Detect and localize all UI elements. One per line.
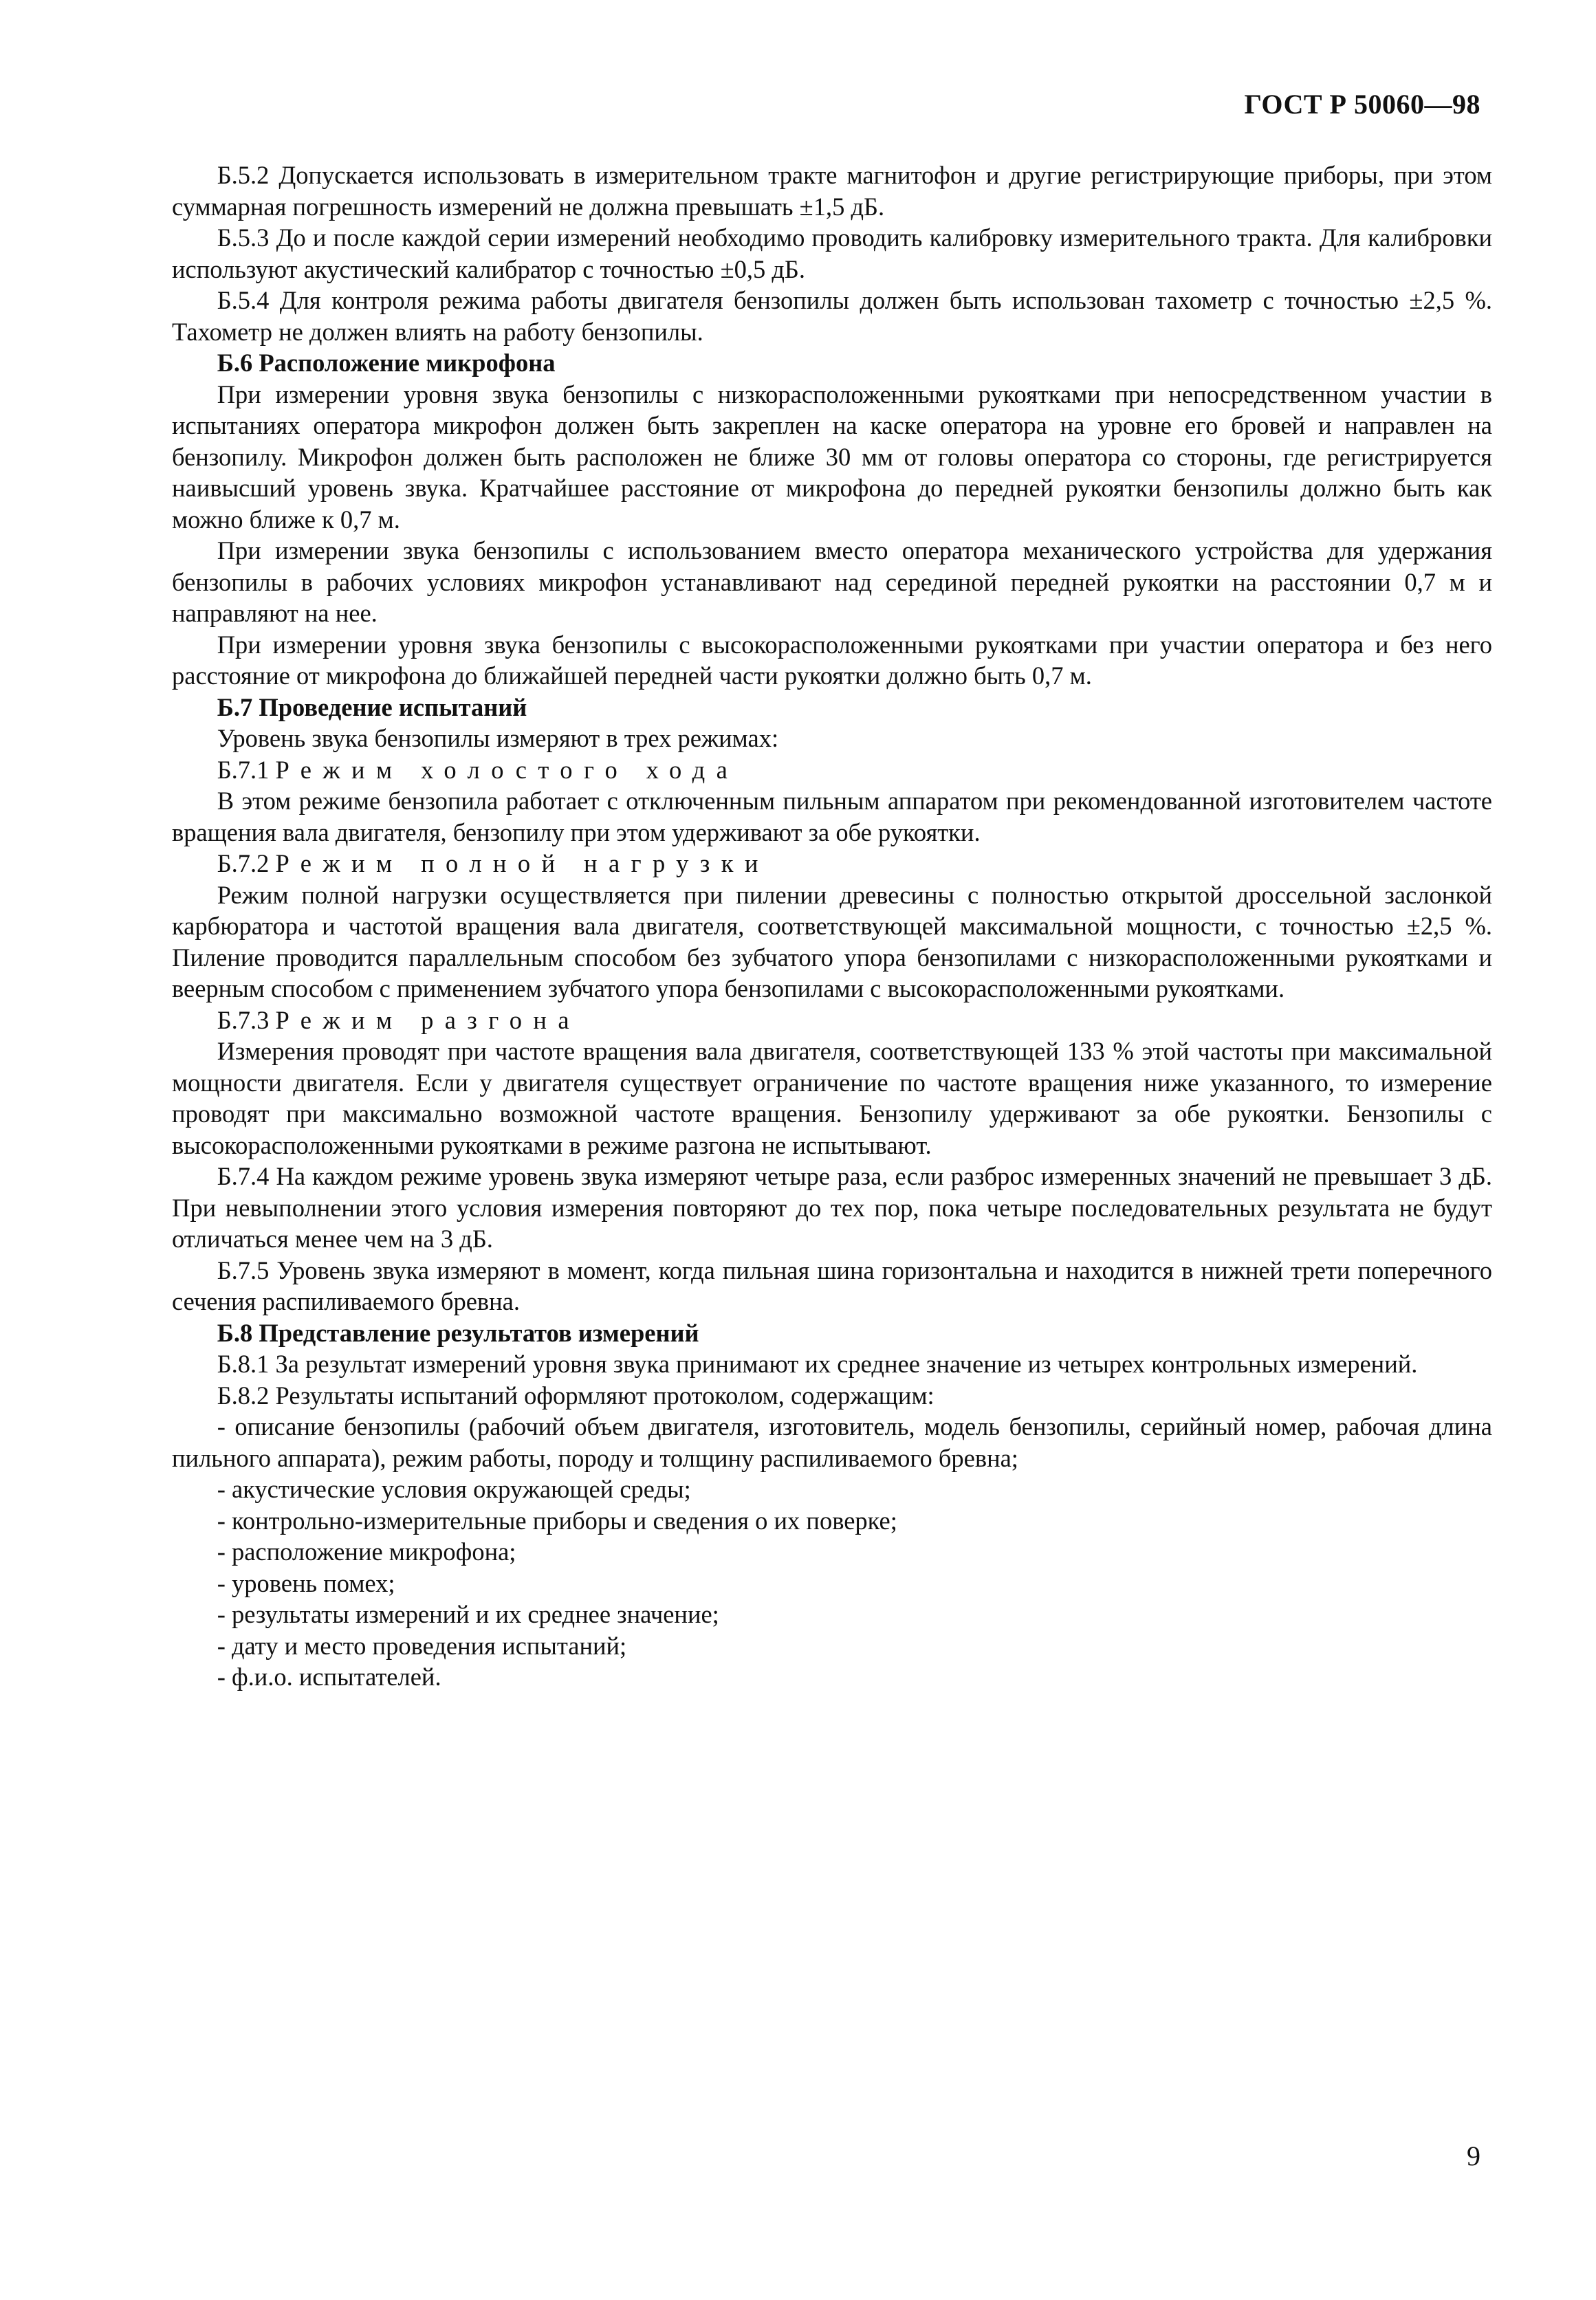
paragraph-b-5-2: Б.5.2 Допускается использовать в измерительном тракте магнитофон и другие регистрирующие приборы, при этом суммарная погрешность измерений не должна превышать ±1,5 дБ. [172,161,1492,221]
subheading-b-7-1 [172,754,1492,786]
page-number: 9 [1467,2140,1480,2171]
list-item: - результаты измерений и их среднее значение; [217,1600,719,1628]
paragraph-b-8-1: Б.8.1 За результат измерений уровня звука принимают их среднее значение из четырех контрольных измерений. [217,1350,1418,1378]
paragraph-microphone-low-handles: При измерении уровня звука бензопилы с низкорасположенными рукоятками при непосредственном участии в испытаниях оператора микрофон должен быть закреплен на каске оператора на уровне его бровей и направлен на бензопилу. Микрофон должен быть расположен не ближе 30 мм от головы оператора со стороны, где регистрируется наивысший уровень звука. Кратчайшее расстояние от микрофона до передней рукоятки бензопилы должно быть как можно ближе к 0,7 м. [172,380,1492,534]
paragraph-three-modes: Уровень звука бензопилы измеряют в трех режимах: [217,724,779,752]
paragraph-b-8-2: Б.8.2 Результаты испытаний оформляют протоколом, содержащим: [217,1381,934,1410]
subheading-title: Режим разгона [275,1005,580,1034]
list-item: - акустические условия окружающей среды; [217,1475,691,1503]
section-heading-b-7: Б.7 Проведение испытаний [217,692,527,721]
paragraph-b-5-4: Б.5.4 Для контроля режима работы двигателя бензопилы должен быть использован тахометр с точностью ±2,5 %. Тахометр не должен влиять на работу бензопилы. [172,286,1492,346]
document-code-header: ГОСТ Р 50060—98 [1244,89,1480,120]
subheading-title: Режим полной нагрузки [275,849,769,877]
paragraph-b-7-4: Б.7.4 На каждом режиме уровень звука измеряют четыре раза, если разброс измеренных значений не превышает 3 дБ. При невыполнении этого условия измерения повторяют до тех пор, пока четыре последовательных результата не будут отличаться менее чем на 3 дБ. [172,1162,1492,1253]
section-heading-b-8: Б.8 Представление результатов измерений [217,1318,699,1347]
paragraph-b-7-5: Б.7.5 Уровень звука измеряют в момент, когда пильная шина горизонтальна и находится в нижней трети поперечного сечения распиливаемого бревна. [172,1256,1492,1315]
paragraph-acceleration-mode: Измерения проводят при частоте вращения вала двигателя, соответствующей 133 % этой частоты при максимальной мощности двигателя. Если у двигателя существует ограничение по частоте вращения ниже указанного, то измерение проводят при максимально возможной частоте вращения. Бензопилу удерживают за обе рукоятки. Бензопилы с высокорасположенными рукоятками в режиме разгона не испытывают. [172,1037,1492,1159]
subheading-b-7-3 [172,1005,1492,1036]
list-item: - контрольно-измерительные приборы и сведения о их поверке; [217,1506,897,1535]
list-item: - дату и место проведения испытаний; [217,1631,627,1660]
subheading-b-7-2 [172,848,1492,879]
document-body [172,160,1492,1693]
subheading-number: Б.7.2 [217,849,270,877]
list-item: - расположение микрофона; [217,1537,516,1566]
section-heading-b-6: Б.6 Расположение микрофона [217,349,556,377]
paragraph-full-load-mode: Режим полной нагрузки осуществляется при пилении древесины с полностью открытой дроссельной заслонкой карбюратора и частотой вращения вала двигателя, соответствующей максимальной мощности, с точностью ±2,5 %. Пиление проводится параллельным способом без зубчатого упора бензопилами с низкорасположенными рукоятками и веерным способом с применением зубчатого упора бензопилами с высокорасположенными рукоятками. [172,880,1492,1003]
paragraph-b-5-3: Б.5.3 До и после каждой серии измерений необходимо проводить калибровку измерительного тракта. Для калибровки используют акустический калибратор с точностью ±0,5 дБ. [172,223,1492,283]
list-item: - описание бензопилы (рабочий объем двигателя, изготовитель, модель бензопилы, серийный номер, рабочая длина пильного аппарата), режим работы, породу и толщину распиливаемого бревна; [172,1412,1492,1472]
paragraph-idle-mode: В этом режиме бензопила работает с отключенным пильным аппаратом при рекомендованной изготовителем частоте вращения вала двигателя, бензопилу при этом удерживают за обе рукоятки. [172,787,1492,846]
subheading-number: Б.7.3 [217,1005,270,1034]
subheading-title: Режим холостого хода [275,755,739,784]
subheading-number: Б.7.1 [217,755,270,784]
list-item: - ф.и.о. испытателей. [217,1663,441,1691]
list-item: - уровень помех; [217,1568,395,1597]
paragraph-microphone-high-handles: При измерении уровня звука бензопилы с высокорасположенными рукоятками при участии оператора и без него расстояние от микрофона до ближайшей передней части рукоятки должно быть 0,7 м. [172,630,1492,690]
paragraph-microphone-mechanical-device: При измерении звука бензопилы с использованием вместо оператора механического устройства для удержания бензопилы в рабочих условиях микрофон устанавливают над серединой передней рукоятки на расстоянии 0,7 м и направляют на нее. [172,536,1492,627]
